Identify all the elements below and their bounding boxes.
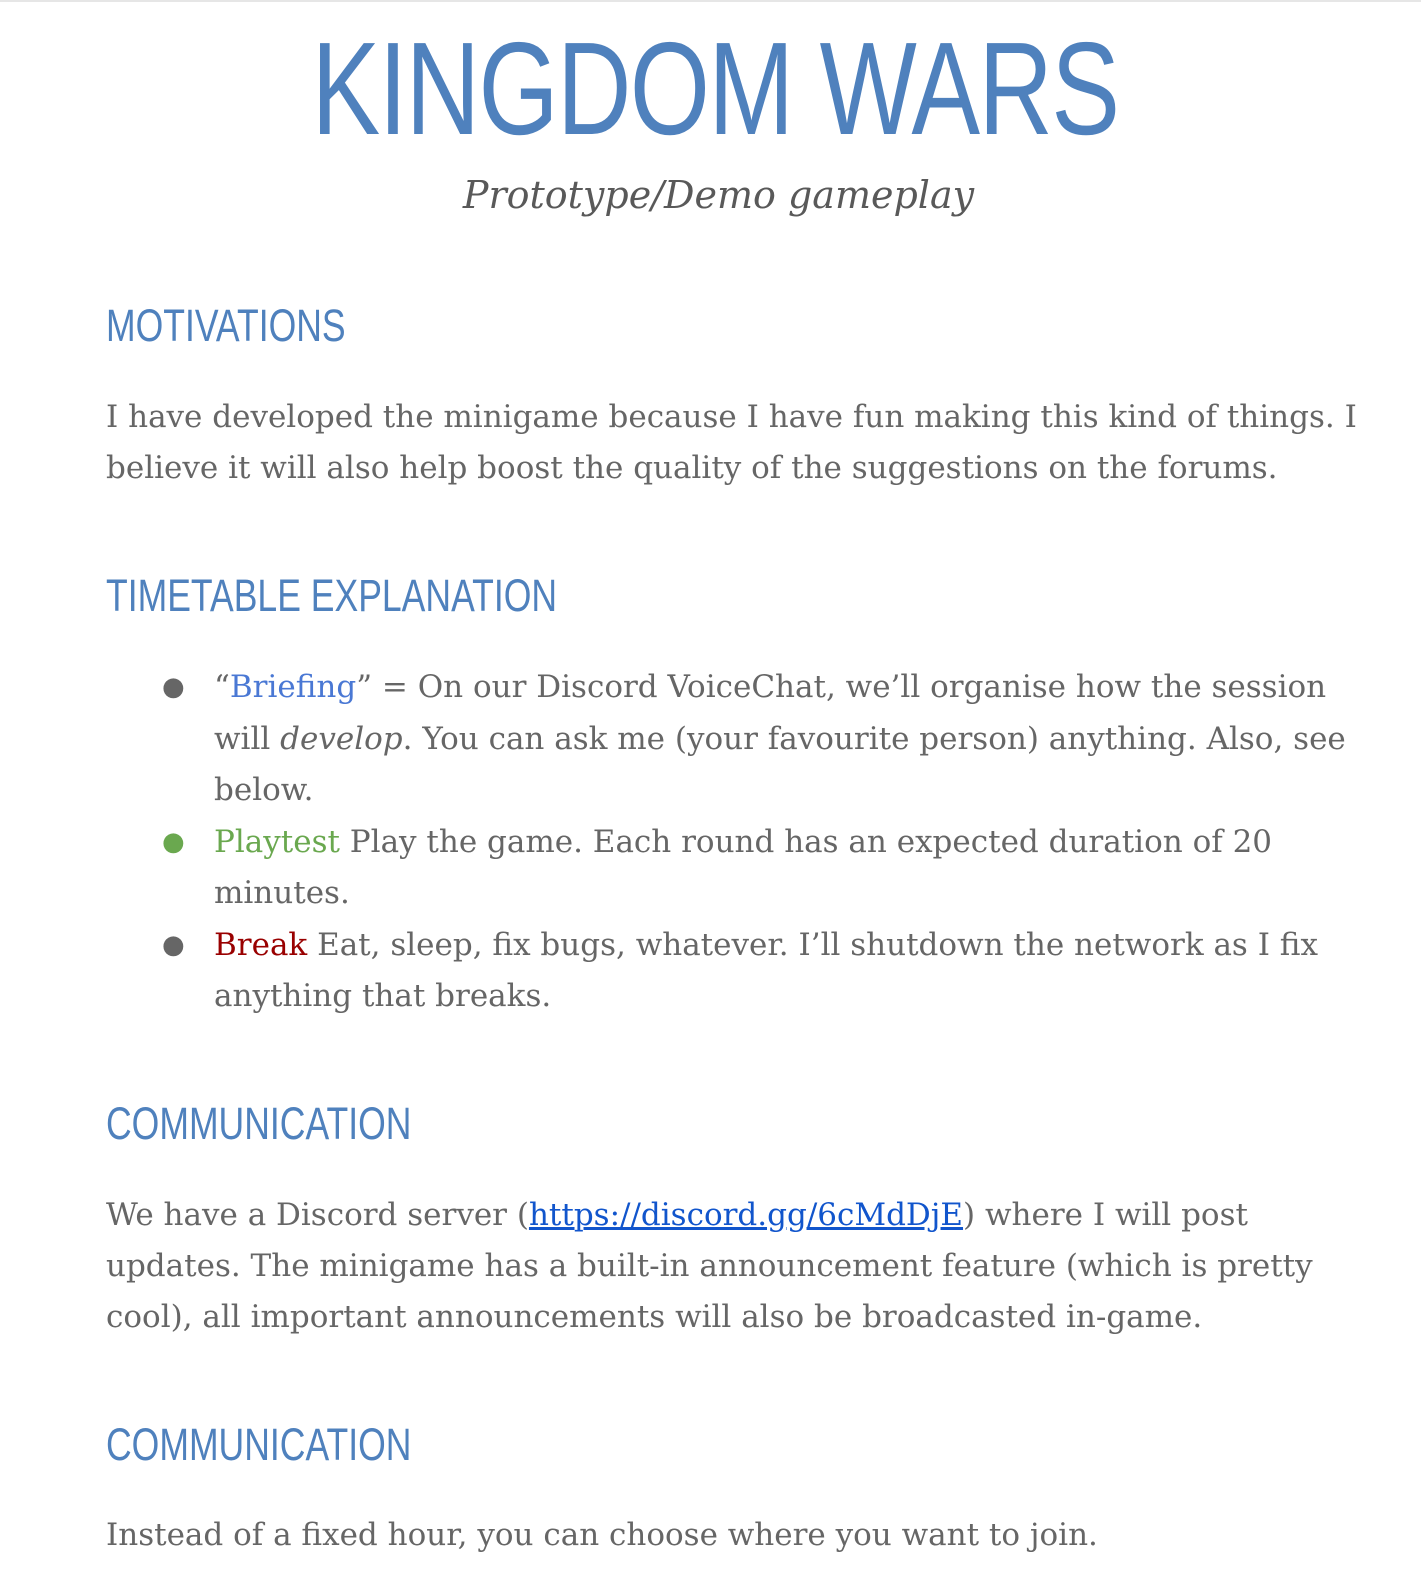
briefing-text-b: . You can ask me (your favourite person) anything. Also, see below. bbox=[214, 720, 1346, 808]
list-item-playtest bbox=[106, 817, 1368, 920]
communication-heading: COMMUNICATION bbox=[106, 1098, 412, 1149]
list-item-break bbox=[106, 920, 1368, 1023]
timetable-list bbox=[106, 662, 1368, 1023]
communication-heading-2: COMMUNICATION bbox=[106, 1419, 412, 1470]
communication-2-paragraph: Instead of a fixed hour, you can choose where you want to join. bbox=[106, 1517, 1098, 1553]
break-keyword: Break bbox=[214, 926, 308, 963]
open-quote: “ bbox=[214, 669, 230, 705]
timetable-heading: TIMETABLE EXPLANATION bbox=[106, 570, 558, 621]
list-item-briefing bbox=[106, 662, 1368, 817]
top-divider bbox=[0, 0, 1421, 2]
communication-text-after: ) where I will post updates. The minigame has a built-in announcement feature (which is pretty cool), all important announcements will also be broadcasted in-game. bbox=[106, 1197, 1313, 1335]
document-title: KINGDOM WARS bbox=[311, 15, 1119, 162]
bullet-icon: ● bbox=[162, 826, 185, 857]
document-subtitle: Prototype/Demo gameplay bbox=[462, 173, 975, 217]
break-text: Eat, sleep, fix bugs, whatever. I’ll shutdown the network as I fix anything that breaks. bbox=[214, 926, 1318, 1014]
playtest-keyword: Playtest bbox=[214, 823, 340, 860]
playtest-text: Play the game. Each round has an expected duration of 20 minutes. bbox=[214, 823, 1273, 911]
communication-paragraph bbox=[106, 1190, 1368, 1343]
briefing-text-a: ” = On our Discord VoiceChat, we’ll organise how the session will bbox=[214, 669, 1327, 757]
bullet-icon: ● bbox=[162, 672, 185, 702]
bullet-icon: ● bbox=[162, 929, 185, 960]
motivations-paragraph: I have developed the minigame because I have fun making this kind of things. I believe it will also help boost the quality of the suggestions on the forums. bbox=[106, 399, 1357, 486]
briefing-emphasis: develop bbox=[280, 720, 403, 757]
briefing-keyword: Briefing bbox=[229, 669, 357, 705]
communication-text-before: We have a Discord server ( bbox=[106, 1197, 529, 1233]
motivations-heading: MOTIVATIONS bbox=[106, 300, 346, 351]
discord-link[interactable]: https://discord.gg/6cMdDjE bbox=[528, 1197, 964, 1233]
